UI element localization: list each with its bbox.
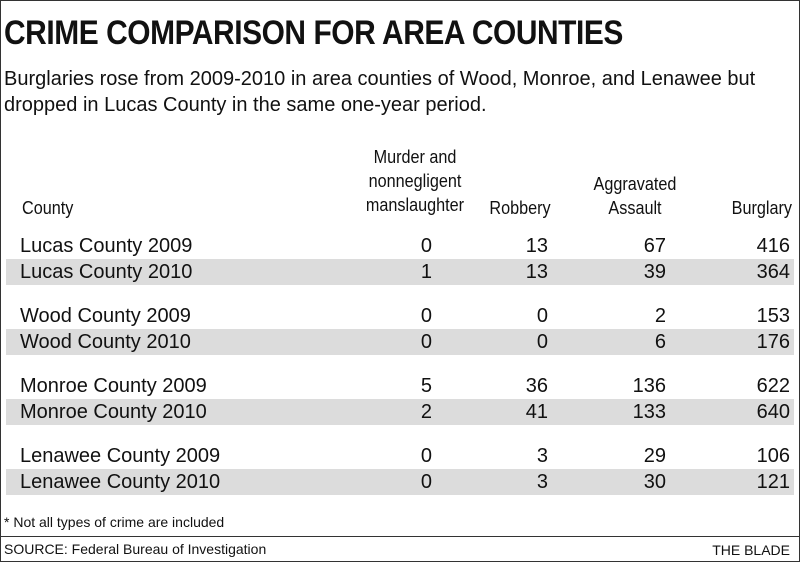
- cell-murder: 0: [420, 305, 432, 327]
- table-row: [6, 233, 794, 259]
- cell-assault: 67: [643, 235, 666, 257]
- header-murder-line1: Murder and: [373, 147, 457, 167]
- table-row: [6, 469, 794, 495]
- table-row: [6, 443, 794, 469]
- cell-burglary: 364: [756, 261, 790, 283]
- table-row: [6, 329, 794, 355]
- cell-county: Monroe County 2010: [20, 401, 207, 423]
- header-murder: [348, 145, 483, 217]
- header-burglary: Burglary: [731, 198, 792, 218]
- footnote: * Not all types of crime are included: [4, 514, 225, 530]
- header-assault: [577, 172, 694, 220]
- cell-burglary: 176: [756, 331, 790, 353]
- cell-burglary: 622: [756, 375, 790, 397]
- cell-assault: 39: [643, 261, 666, 283]
- table-row: [6, 399, 794, 425]
- cell-county: Lenawee County 2010: [20, 471, 221, 493]
- cell-assault: 136: [632, 375, 666, 397]
- publisher-credit: THE BLADE: [712, 542, 790, 558]
- header-murder-line2: nonnegligent: [368, 171, 462, 191]
- cell-robbery: 41: [525, 401, 548, 423]
- cell-assault: 133: [632, 401, 666, 423]
- cell-assault: 2: [654, 305, 666, 327]
- table-row: [6, 259, 794, 285]
- cell-assault: 30: [643, 471, 666, 493]
- source-line: SOURCE: Federal Bureau of Investigation: [4, 541, 267, 557]
- table-row: [6, 303, 794, 329]
- cell-robbery: 13: [525, 261, 548, 283]
- cell-murder: 2: [420, 401, 432, 423]
- cell-county: Lenawee County 2009: [20, 445, 221, 467]
- cell-assault: 6: [654, 331, 666, 353]
- table-row: [6, 373, 794, 399]
- cell-robbery: 13: [525, 235, 548, 257]
- header-robbery: Robbery: [489, 198, 551, 218]
- cell-county: Lucas County 2009: [20, 235, 193, 257]
- divider: [0, 536, 800, 537]
- cell-burglary: 121: [756, 471, 790, 493]
- cell-county: Lucas County 2010: [20, 261, 193, 283]
- cell-robbery: 0: [536, 305, 548, 327]
- cell-assault: 29: [643, 445, 666, 467]
- cell-murder: 0: [420, 331, 432, 353]
- header-assault-line2: Assault: [608, 198, 662, 218]
- cell-burglary: 416: [756, 235, 790, 257]
- cell-burglary: 106: [756, 445, 790, 467]
- chart-subtitle: Burglaries rose from 2009-2010 in area counties of Wood, Monroe, and Lenawee but dropped in Lucas County in the same one-year period.: [4, 68, 756, 116]
- cell-robbery: 3: [536, 471, 548, 493]
- header-murder-line3: manslaughter: [365, 195, 465, 215]
- cell-burglary: 153: [756, 305, 790, 327]
- cell-robbery: 36: [525, 375, 548, 397]
- cell-robbery: 3: [536, 445, 548, 467]
- cell-murder: 0: [420, 445, 432, 467]
- cell-county: Wood County 2009: [20, 305, 191, 327]
- cell-murder: 0: [420, 235, 432, 257]
- cell-county: Wood County 2010: [20, 331, 191, 353]
- cell-county: Monroe County 2009: [20, 375, 207, 397]
- cell-burglary: 640: [756, 401, 790, 423]
- header-assault-line1: Aggravated: [593, 174, 677, 194]
- header-county: County: [22, 198, 74, 218]
- cell-murder: 1: [420, 261, 432, 283]
- cell-murder: 5: [420, 375, 432, 397]
- chart-title: CRIME COMPARISON FOR AREA COUNTIES: [4, 14, 623, 52]
- cell-murder: 0: [420, 471, 432, 493]
- cell-robbery: 0: [536, 331, 548, 353]
